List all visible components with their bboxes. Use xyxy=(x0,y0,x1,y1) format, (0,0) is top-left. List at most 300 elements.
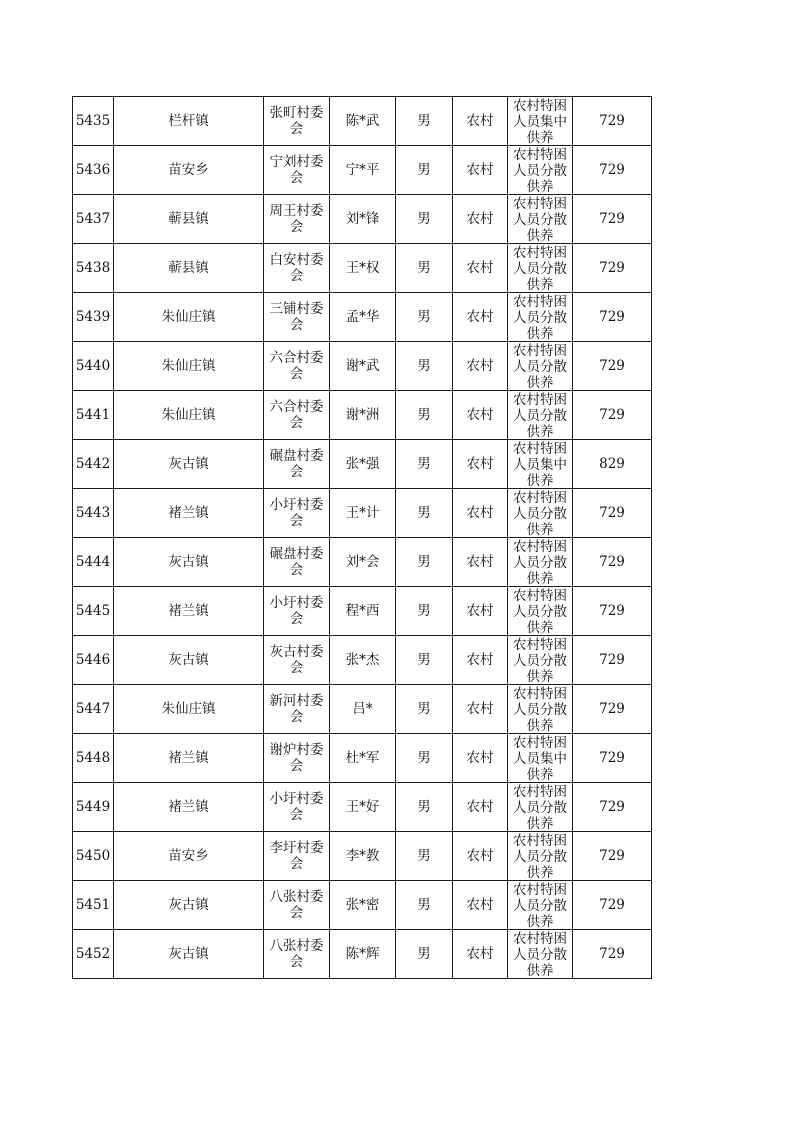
village-cell xyxy=(264,244,330,293)
person-name-cell xyxy=(330,195,396,244)
category-line2: 人员分散 xyxy=(513,653,567,669)
village-name-line1: 张町村委 xyxy=(269,105,324,121)
town-cell xyxy=(114,342,264,391)
village-name-line2: 会 xyxy=(289,807,304,823)
row-id-cell xyxy=(73,342,114,391)
village-name-line1: 李圩村委 xyxy=(269,840,324,856)
amount: 729 xyxy=(599,701,625,717)
row-id: 5440 xyxy=(75,358,111,374)
row-id: 5438 xyxy=(75,260,111,276)
row-id-cell xyxy=(73,930,114,979)
gender-cell xyxy=(396,342,453,391)
gender: 男 xyxy=(417,701,431,717)
village-name-line1: 碾盘村委 xyxy=(269,546,324,562)
village-name-line2: 会 xyxy=(289,513,304,529)
gender: 男 xyxy=(417,750,431,766)
row-id: 5436 xyxy=(75,162,111,178)
category-text xyxy=(508,931,572,978)
village-name-line1: 周王村委 xyxy=(269,203,324,219)
category-line2: 人员分散 xyxy=(513,163,567,179)
category-text xyxy=(508,343,572,390)
village-name-line1: 谢炉村委 xyxy=(269,742,324,758)
gender-cell xyxy=(396,391,453,440)
town-name: 朱仙庄镇 xyxy=(161,407,216,423)
amount: 729 xyxy=(599,211,625,227)
amount-cell xyxy=(573,391,652,440)
village-cell xyxy=(264,832,330,881)
person-name-cell xyxy=(330,342,396,391)
village-name-line1: 小圩村委 xyxy=(269,595,324,611)
table-row xyxy=(73,244,652,293)
category-text xyxy=(508,245,572,292)
row-id: 5449 xyxy=(75,799,111,815)
person-name-cell xyxy=(330,734,396,783)
person-name: 杜*军 xyxy=(345,750,380,766)
person-name: 李*教 xyxy=(345,848,380,864)
area-cell xyxy=(453,244,508,293)
category-cell xyxy=(508,195,573,244)
village-name-line1: 八张村委 xyxy=(269,889,324,905)
person-name-cell xyxy=(330,783,396,832)
village-name-line2: 会 xyxy=(289,758,304,774)
town-cell xyxy=(114,195,264,244)
town-name: 灰古镇 xyxy=(168,897,209,913)
category-line1: 农村特困 xyxy=(513,245,567,261)
gender: 男 xyxy=(417,554,431,570)
person-name-cell xyxy=(330,489,396,538)
area-type: 农村 xyxy=(466,750,494,766)
area-cell xyxy=(453,146,508,195)
table-row xyxy=(73,587,652,636)
person-name-cell xyxy=(330,685,396,734)
category-line1: 农村特困 xyxy=(513,784,567,800)
amount-cell xyxy=(573,881,652,930)
village-name-line1: 三铺村委 xyxy=(269,301,324,317)
row-id-cell xyxy=(73,146,114,195)
category-line2: 人员集中 xyxy=(513,751,567,767)
category-text xyxy=(508,686,572,733)
town-name: 褚兰镇 xyxy=(168,799,209,815)
row-id-cell xyxy=(73,293,114,342)
village-name-line2: 会 xyxy=(289,660,304,676)
amount-cell xyxy=(573,636,652,685)
village-name-line2: 会 xyxy=(289,905,304,921)
category-line2: 人员集中 xyxy=(513,457,567,473)
town-cell xyxy=(114,244,264,293)
area-type: 农村 xyxy=(466,113,494,129)
town-cell xyxy=(114,440,264,489)
table-row xyxy=(73,685,652,734)
town-name: 灰古镇 xyxy=(168,652,209,668)
area-cell xyxy=(453,636,508,685)
row-id-cell xyxy=(73,195,114,244)
town-name: 朱仙庄镇 xyxy=(161,701,216,717)
town-name: 蕲县镇 xyxy=(168,211,209,227)
area-cell xyxy=(453,881,508,930)
area-type: 农村 xyxy=(466,309,494,325)
gender: 男 xyxy=(417,211,431,227)
village-cell xyxy=(264,587,330,636)
category-line1: 农村特困 xyxy=(513,392,567,408)
table-row xyxy=(73,440,652,489)
category-cell xyxy=(508,832,573,881)
category-line3: 供养 xyxy=(526,816,554,831)
table-row xyxy=(73,391,652,440)
category-cell xyxy=(508,587,573,636)
village-name-line1: 新河村委 xyxy=(269,693,324,709)
gender-cell xyxy=(396,636,453,685)
category-text xyxy=(508,735,572,782)
row-id: 5445 xyxy=(75,603,111,619)
table-row xyxy=(73,293,652,342)
amount-cell xyxy=(573,146,652,195)
person-name-cell xyxy=(330,440,396,489)
row-id-cell xyxy=(73,783,114,832)
amount-cell xyxy=(573,244,652,293)
category-line1: 农村特困 xyxy=(513,588,567,604)
category-line1: 农村特困 xyxy=(513,343,567,359)
amount-cell xyxy=(573,832,652,881)
category-line1: 农村特困 xyxy=(513,98,567,114)
amount: 729 xyxy=(599,946,625,962)
town-name: 苗安乡 xyxy=(168,162,209,178)
gender-cell xyxy=(396,881,453,930)
town-cell xyxy=(114,734,264,783)
category-text xyxy=(508,98,572,145)
gender-cell xyxy=(396,244,453,293)
category-line1: 农村特困 xyxy=(513,882,567,898)
category-cell xyxy=(508,636,573,685)
gender-cell xyxy=(396,293,453,342)
gender: 男 xyxy=(417,113,431,129)
row-id-cell xyxy=(73,244,114,293)
amount-cell xyxy=(573,587,652,636)
person-name: 陈*武 xyxy=(345,113,380,129)
row-id-cell xyxy=(73,489,114,538)
category-text xyxy=(508,539,572,586)
table-row xyxy=(73,734,652,783)
table-row xyxy=(73,832,652,881)
village-name-line1: 宁刘村委 xyxy=(269,154,324,170)
village-cell xyxy=(264,538,330,587)
village-cell xyxy=(264,685,330,734)
category-line3: 供养 xyxy=(526,424,554,439)
town-name: 朱仙庄镇 xyxy=(161,309,216,325)
category-line3: 供养 xyxy=(526,669,554,684)
town-cell xyxy=(114,930,264,979)
table-row xyxy=(73,783,652,832)
gender-cell xyxy=(396,440,453,489)
town-name: 栏杆镇 xyxy=(168,113,209,129)
person-name-cell xyxy=(330,881,396,930)
beneficiary-table xyxy=(72,96,652,979)
town-name: 褚兰镇 xyxy=(168,750,209,766)
area-type: 农村 xyxy=(466,211,494,227)
village-name-line2: 会 xyxy=(289,709,304,725)
person-name: 程*西 xyxy=(345,603,380,619)
category-line1: 农村特困 xyxy=(513,735,567,751)
amount-cell xyxy=(573,97,652,146)
village-name-line2: 会 xyxy=(289,415,304,431)
gender: 男 xyxy=(417,456,431,472)
row-id-cell xyxy=(73,832,114,881)
area-cell xyxy=(453,685,508,734)
person-name-cell xyxy=(330,244,396,293)
category-text xyxy=(508,784,572,831)
area-cell xyxy=(453,930,508,979)
person-name: 吕* xyxy=(352,701,373,717)
person-name-cell xyxy=(330,97,396,146)
area-cell xyxy=(453,97,508,146)
table-row xyxy=(73,97,652,146)
row-id: 5446 xyxy=(75,652,111,668)
town-cell xyxy=(114,97,264,146)
category-line1: 农村特困 xyxy=(513,196,567,212)
area-type: 农村 xyxy=(466,701,494,717)
category-line3: 供养 xyxy=(526,473,554,488)
category-line2: 人员分散 xyxy=(513,702,567,718)
row-id: 5452 xyxy=(75,946,111,962)
row-id: 5450 xyxy=(75,848,111,864)
amount: 729 xyxy=(599,897,625,913)
category-line3: 供养 xyxy=(526,277,554,292)
village-name-line2: 会 xyxy=(289,366,304,382)
village-name-line1: 碾盘村委 xyxy=(269,448,324,464)
area-type: 农村 xyxy=(466,260,494,276)
category-line2: 人员分散 xyxy=(513,898,567,914)
town-cell xyxy=(114,489,264,538)
category-line1: 农村特困 xyxy=(513,147,567,163)
gender: 男 xyxy=(417,407,431,423)
town-cell xyxy=(114,538,264,587)
category-cell xyxy=(508,489,573,538)
area-cell xyxy=(453,293,508,342)
amount: 729 xyxy=(599,407,625,423)
area-type: 农村 xyxy=(466,162,494,178)
amount-cell xyxy=(573,930,652,979)
amount: 729 xyxy=(599,603,625,619)
area-type: 农村 xyxy=(466,603,494,619)
category-line3: 供养 xyxy=(526,179,554,194)
amount-cell xyxy=(573,342,652,391)
amount: 729 xyxy=(599,848,625,864)
amount-cell xyxy=(573,489,652,538)
village-cell xyxy=(264,489,330,538)
row-id: 5442 xyxy=(75,456,111,472)
amount-cell xyxy=(573,734,652,783)
category-line3: 供养 xyxy=(526,522,554,537)
amount: 729 xyxy=(599,799,625,815)
row-id-cell xyxy=(73,97,114,146)
table-row xyxy=(73,636,652,685)
village-cell xyxy=(264,391,330,440)
gender: 男 xyxy=(417,897,431,913)
gender-cell xyxy=(396,734,453,783)
gender-cell xyxy=(396,685,453,734)
row-id: 5451 xyxy=(75,897,111,913)
village-name-line2: 会 xyxy=(289,219,304,235)
category-text xyxy=(508,490,572,537)
category-line1: 农村特困 xyxy=(513,833,567,849)
category-cell xyxy=(508,440,573,489)
area-type: 农村 xyxy=(466,652,494,668)
category-line1: 农村特困 xyxy=(513,294,567,310)
person-name: 谢*洲 xyxy=(345,407,380,423)
town-cell xyxy=(114,636,264,685)
category-line3: 供养 xyxy=(526,865,554,880)
category-text xyxy=(508,441,572,488)
area-cell xyxy=(453,391,508,440)
category-line2: 人员分散 xyxy=(513,849,567,865)
category-text xyxy=(508,882,572,929)
person-name: 宁*平 xyxy=(345,162,380,178)
area-cell xyxy=(453,783,508,832)
person-name: 刘*会 xyxy=(345,554,380,570)
town-name: 蕲县镇 xyxy=(168,260,209,276)
category-line2: 人员分散 xyxy=(513,261,567,277)
person-name-cell xyxy=(330,538,396,587)
village-name-line2: 会 xyxy=(289,562,304,578)
area-type: 农村 xyxy=(466,407,494,423)
amount: 829 xyxy=(599,456,625,472)
category-cell xyxy=(508,244,573,293)
category-text xyxy=(508,637,572,684)
category-line2: 人员分散 xyxy=(513,408,567,424)
village-name-line2: 会 xyxy=(289,611,304,627)
person-name-cell xyxy=(330,293,396,342)
table-row xyxy=(73,195,652,244)
area-type: 农村 xyxy=(466,554,494,570)
category-text xyxy=(508,294,572,341)
category-cell xyxy=(508,930,573,979)
gender: 男 xyxy=(417,505,431,521)
gender-cell xyxy=(396,146,453,195)
category-line3: 供养 xyxy=(526,767,554,782)
row-id-cell xyxy=(73,881,114,930)
amount: 729 xyxy=(599,505,625,521)
person-name: 谢*武 xyxy=(345,358,380,374)
village-name-line2: 会 xyxy=(289,856,304,872)
category-cell xyxy=(508,342,573,391)
amount-cell xyxy=(573,293,652,342)
category-line1: 农村特困 xyxy=(513,441,567,457)
category-line3: 供养 xyxy=(526,326,554,341)
gender-cell xyxy=(396,489,453,538)
gender-cell xyxy=(396,783,453,832)
category-line2: 人员分散 xyxy=(513,947,567,963)
town-cell xyxy=(114,685,264,734)
gender-cell xyxy=(396,538,453,587)
town-cell xyxy=(114,832,264,881)
row-id: 5447 xyxy=(75,701,111,717)
amount-cell xyxy=(573,195,652,244)
person-name: 王*权 xyxy=(345,260,380,276)
row-id-cell xyxy=(73,734,114,783)
category-text xyxy=(508,588,572,635)
village-name-line1: 六合村委 xyxy=(269,350,324,366)
row-id: 5444 xyxy=(75,554,111,570)
person-name: 王*计 xyxy=(345,505,380,521)
area-cell xyxy=(453,195,508,244)
gender: 男 xyxy=(417,358,431,374)
area-cell xyxy=(453,587,508,636)
village-cell xyxy=(264,930,330,979)
amount-cell xyxy=(573,440,652,489)
town-name: 褚兰镇 xyxy=(168,603,209,619)
person-name: 张*强 xyxy=(345,456,380,472)
category-cell xyxy=(508,783,573,832)
category-line1: 农村特困 xyxy=(513,931,567,947)
row-id-cell xyxy=(73,391,114,440)
amount-cell xyxy=(573,685,652,734)
table-row xyxy=(73,489,652,538)
gender-cell xyxy=(396,195,453,244)
gender: 男 xyxy=(417,946,431,962)
village-name-line2: 会 xyxy=(289,464,304,480)
gender: 男 xyxy=(417,799,431,815)
category-cell xyxy=(508,685,573,734)
gender: 男 xyxy=(417,309,431,325)
area-cell xyxy=(453,538,508,587)
category-line3: 供养 xyxy=(526,620,554,635)
category-line3: 供养 xyxy=(526,130,554,145)
village-cell xyxy=(264,783,330,832)
town-name: 苗安乡 xyxy=(168,848,209,864)
gender-cell xyxy=(396,97,453,146)
gender-cell xyxy=(396,587,453,636)
table-row xyxy=(73,146,652,195)
amount: 729 xyxy=(599,309,625,325)
village-name-line1: 小圩村委 xyxy=(269,791,324,807)
table-row xyxy=(73,881,652,930)
row-id: 5439 xyxy=(75,309,111,325)
village-name-line1: 六合村委 xyxy=(269,399,324,415)
category-cell xyxy=(508,391,573,440)
village-name-line2: 会 xyxy=(289,121,304,137)
town-cell xyxy=(114,783,264,832)
village-name-line2: 会 xyxy=(289,954,304,970)
person-name: 刘*锋 xyxy=(345,211,380,227)
category-text xyxy=(508,147,572,194)
row-id: 5448 xyxy=(75,750,111,766)
town-name: 褚兰镇 xyxy=(168,505,209,521)
village-cell xyxy=(264,734,330,783)
row-id-cell xyxy=(73,440,114,489)
amount-cell xyxy=(573,538,652,587)
village-cell xyxy=(264,195,330,244)
category-line2: 人员分散 xyxy=(513,359,567,375)
town-cell xyxy=(114,881,264,930)
area-type: 农村 xyxy=(466,799,494,815)
amount: 729 xyxy=(599,652,625,668)
village-cell xyxy=(264,97,330,146)
person-name-cell xyxy=(330,391,396,440)
amount: 729 xyxy=(599,113,625,129)
category-cell xyxy=(508,97,573,146)
area-cell xyxy=(453,489,508,538)
village-name-line2: 会 xyxy=(289,317,304,333)
category-line1: 农村特困 xyxy=(513,490,567,506)
village-cell xyxy=(264,881,330,930)
area-cell xyxy=(453,440,508,489)
table-row xyxy=(73,538,652,587)
town-cell xyxy=(114,146,264,195)
amount: 729 xyxy=(599,554,625,570)
category-line3: 供养 xyxy=(526,963,554,978)
category-line2: 人员分散 xyxy=(513,800,567,816)
area-type: 农村 xyxy=(466,946,494,962)
area-type: 农村 xyxy=(466,848,494,864)
